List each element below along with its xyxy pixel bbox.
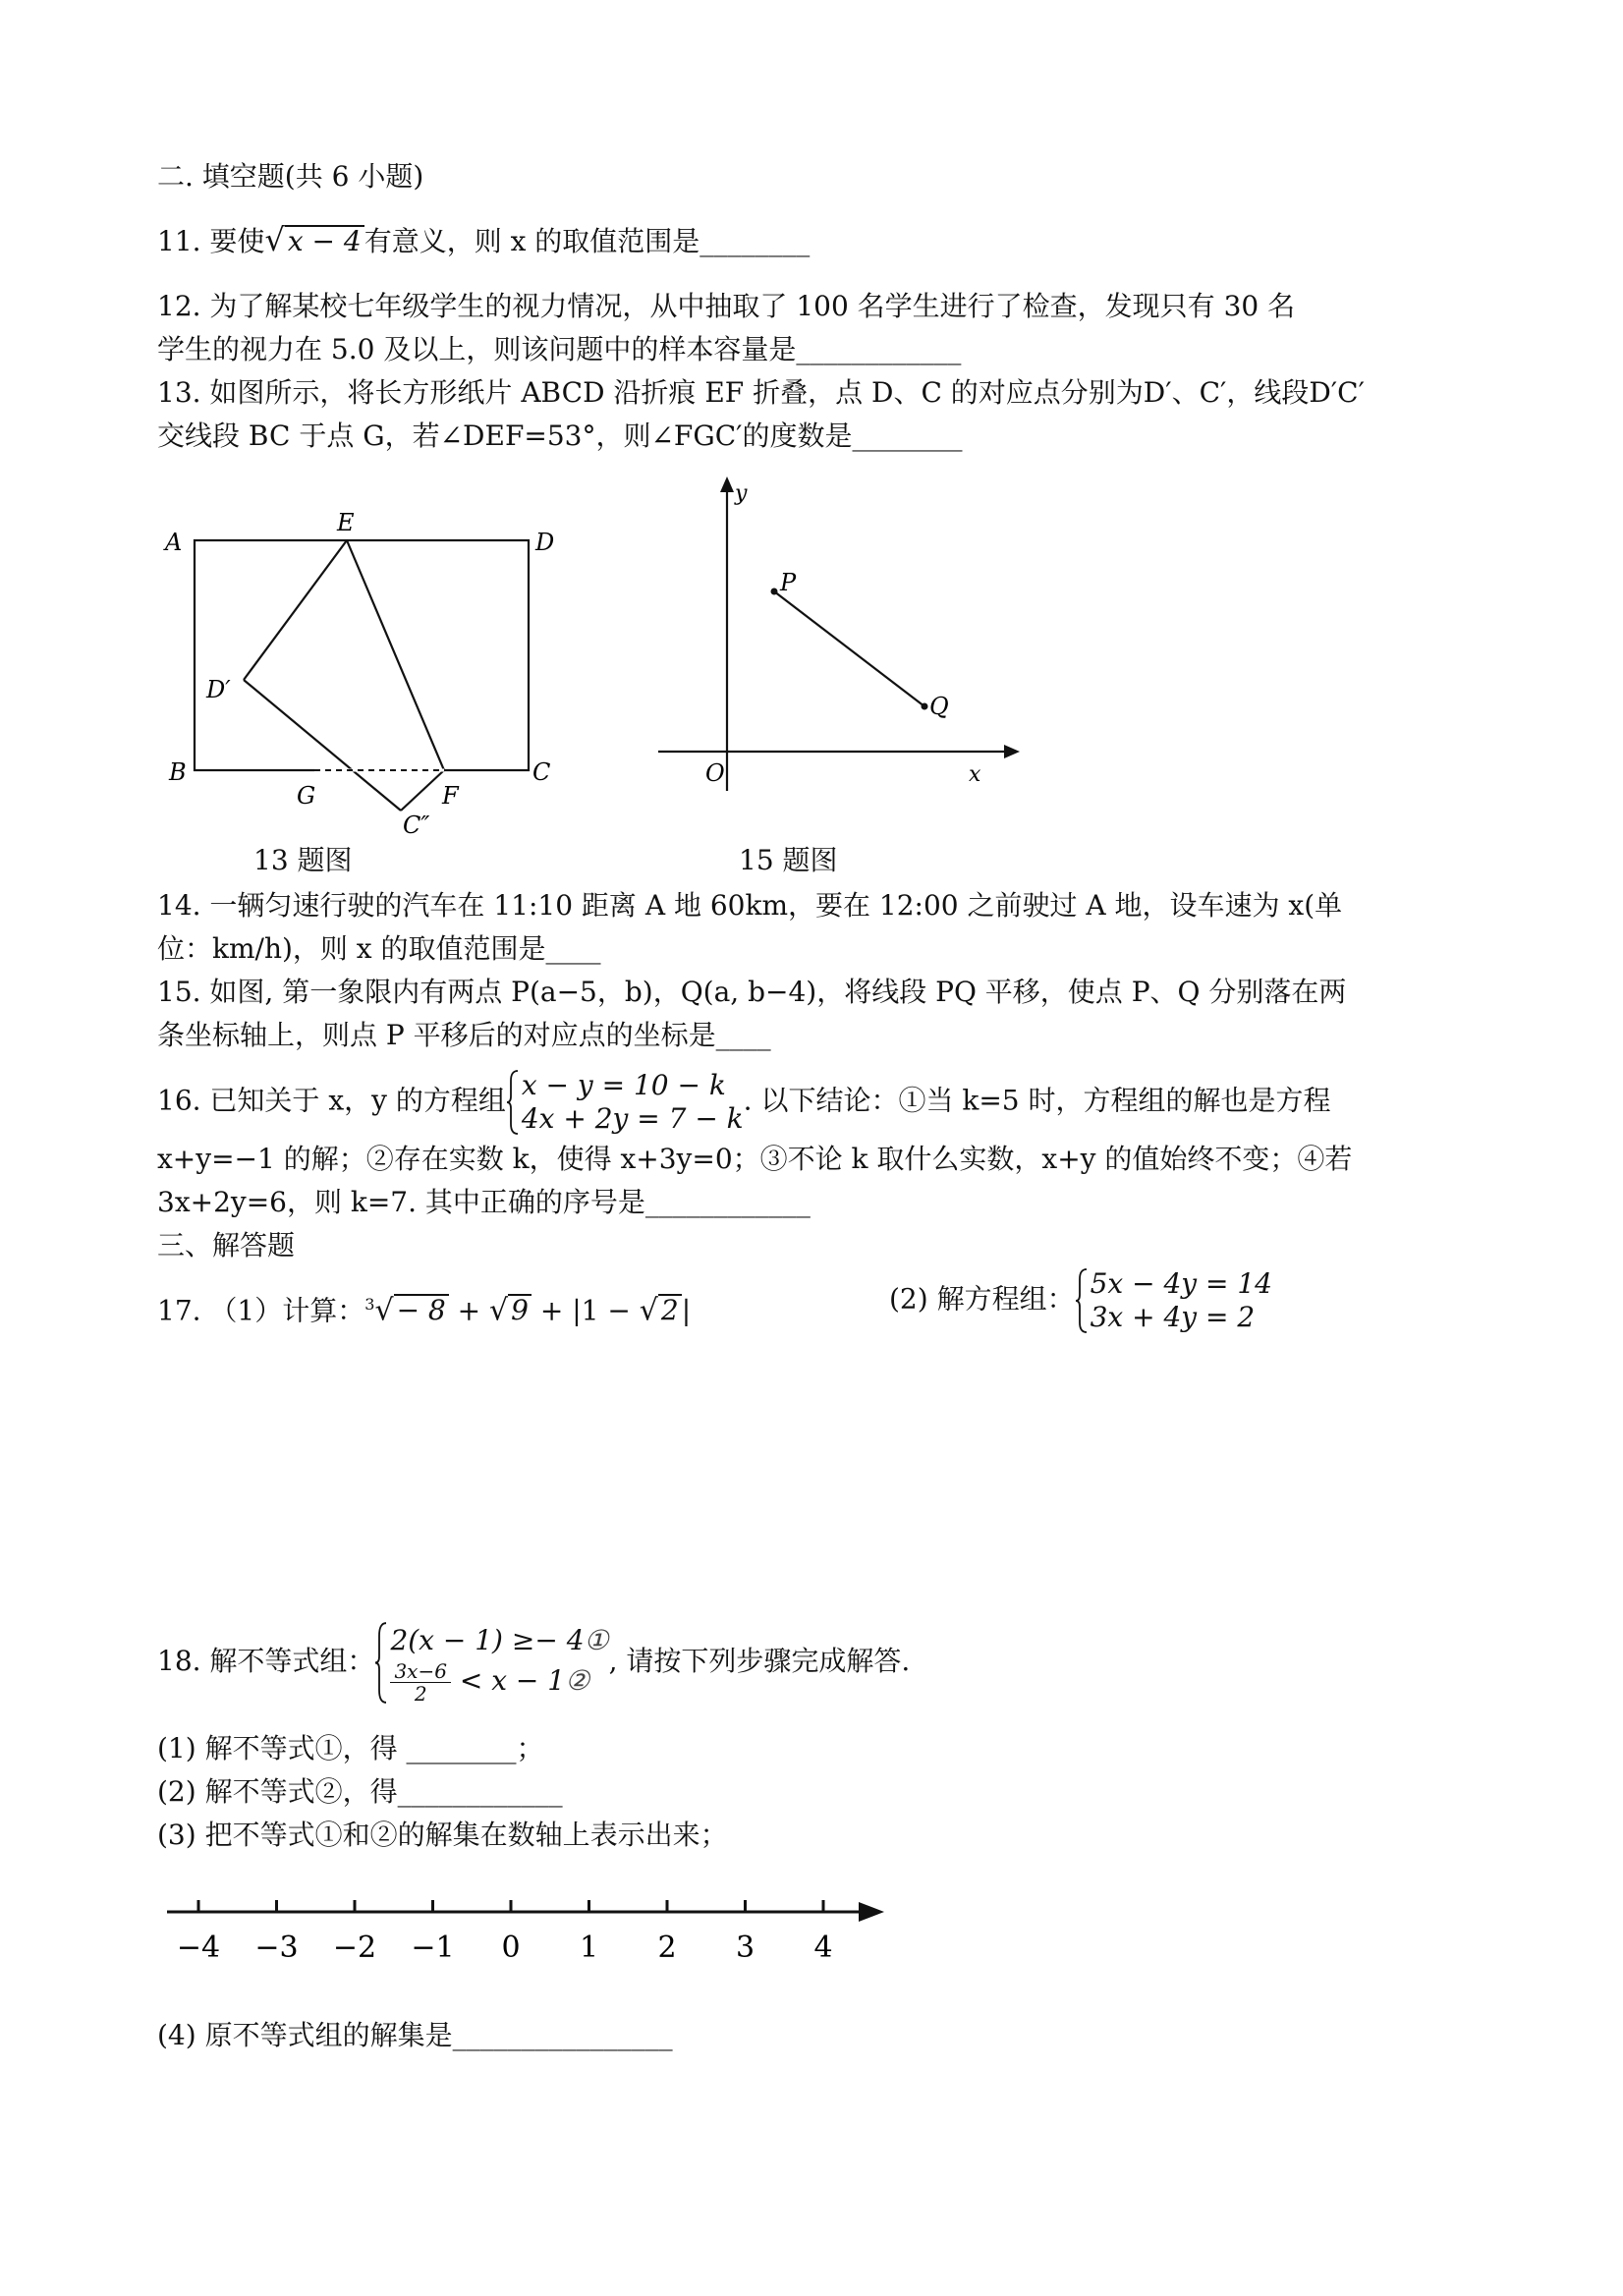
q11-text-pre: 11. 要使	[157, 225, 265, 257]
question-16-line2: x+y=−1 的解；②存在实数 k，使得 x+3y=0；③不论 k 取什么实数，x+y 的值始终不变；④若	[157, 1143, 1353, 1175]
fig15-label-x: x	[969, 762, 981, 787]
q18-text-pre: 18. 解不等式组：	[157, 1645, 375, 1677]
fig13-label-d: D	[535, 529, 555, 556]
fig13-label-dprime: D′	[206, 676, 231, 703]
question-12-line2: 学生的视力在 5.0 及以上，则该问题中的样本容量是____________	[157, 333, 962, 365]
figure-15	[648, 476, 1032, 811]
q16-equation-system	[506, 1069, 744, 1136]
question-16-line3: 3x+2y=6，则 k=7. 其中正确的序号是____________	[157, 1186, 811, 1218]
q11-radicand: x − 4	[285, 225, 364, 256]
question-18-statement	[157, 1621, 910, 1705]
q18-frac-numerator: 3x−6	[390, 1660, 451, 1683]
q18-mark2: ②	[565, 1664, 590, 1697]
fig13-label-f: F	[442, 782, 459, 810]
q18-ineq2-text: < x − 1	[459, 1664, 566, 1697]
q18-inequality-system	[374, 1621, 608, 1705]
q17-sqrt-sign: √	[489, 1293, 509, 1328]
question-13-line1: 13. 如图所示，将长方形纸片 ABCD 沿折痕 EF 折叠，点 D、C 的对应点分别为D′、C′，线段D′C′	[157, 376, 1365, 409]
q17-radical-sign: √	[374, 1293, 394, 1328]
number-line	[157, 1876, 904, 1985]
question-13-line2: 交线段 BC 于点 G，若∠DEF=53°，则∠FGC′的度数是________	[157, 420, 963, 452]
fig13-caption: 13 题图	[253, 844, 353, 876]
q11-text-post: 有意义，则 x 的取值范围是________	[364, 225, 811, 257]
question-15-line2: 条坐标轴上，则点 P 平移后的对应点的坐标是____	[157, 1019, 771, 1051]
number-line-tick-label: −4	[176, 1931, 221, 1965]
question-14-line1: 14. 一辆匀速行驶的汽车在 11:10 距离 A 地 60km，要在 12:00 之前驶过 A 地，设车速为 x(单	[157, 889, 1343, 922]
q17-sqrt2-radicand: 2	[658, 1294, 682, 1325]
fig15-x-arrow	[1004, 745, 1020, 758]
q18-text-post: , 请按下列步骤完成解答.	[608, 1645, 911, 1677]
question-17-part1	[157, 1285, 691, 1330]
q18-step1: (1) 解不等式①，得 ________；	[157, 1732, 544, 1764]
number-line-tick-label: −3	[254, 1931, 299, 1965]
q16-text-pre: 16. 已知关于 x，y 的方程组	[157, 1084, 506, 1117]
q18-step2: (2) 解不等式②，得____________	[157, 1775, 563, 1808]
fig15-label-y: y	[735, 481, 748, 506]
question-12-line1: 12. 为了解某校七年级学生的视力情况，从中抽取了 100 名学生进行了检查，发现只有 30 名	[157, 290, 1296, 322]
fig15-point-q	[922, 703, 928, 710]
q17-part2-label: (2) 解方程组：	[889, 1282, 1075, 1316]
number-line-arrow	[859, 1902, 884, 1922]
q18-brace	[374, 1621, 388, 1705]
q17-abs-open: + |1 −	[531, 1294, 640, 1327]
question-16-line1	[157, 1069, 1331, 1136]
fig13-label-e: E	[337, 511, 355, 536]
q18-ineq2	[390, 1660, 608, 1705]
q18-ineq1-text: 2(x − 1) ≥− 4	[390, 1624, 585, 1656]
fig15-label-p: P	[780, 569, 797, 596]
question-17-part2	[889, 1267, 1272, 1334]
q11-sqrt: √ x − 4	[264, 225, 364, 257]
fig13-segment-fc	[401, 770, 444, 811]
fig13-label-b: B	[169, 758, 187, 786]
number-line-tick-label: 1	[579, 1931, 599, 1965]
fig13-segment-dc	[244, 680, 401, 811]
q16-eq2: 4x + 2y = 7 − k	[521, 1102, 744, 1135]
q16-brace	[506, 1069, 520, 1136]
section-heading-fill-in: 二. 填空题(共 6 小题)	[157, 160, 424, 193]
question-15-line1: 15. 如图, 第一象限内有两点 P(a−5，b)，Q(a, b−4)，将线段 PQ 平移，使点 P、Q 分别落在两	[157, 976, 1347, 1008]
fig13-segment-ed	[244, 540, 347, 680]
q17-cube-radicand: − 8	[394, 1294, 449, 1325]
fig15-point-p	[771, 588, 778, 595]
q17-abs-close: |	[681, 1294, 692, 1327]
fig13-label-c: C	[532, 758, 551, 786]
number-line-tick-label: 0	[501, 1931, 521, 1965]
q18-step3: (3) 把不等式①和②的解集在数轴上表示出来；	[157, 1819, 728, 1851]
number-line-tick-label: −2	[332, 1931, 377, 1965]
number-line-tick-label: 3	[735, 1931, 756, 1965]
fig13-label-a: A	[165, 529, 183, 556]
q17-sqrt2-sign: √	[639, 1293, 658, 1328]
section-heading-answers: 三、解答题	[157, 1229, 296, 1261]
q18-frac-denominator: 2	[414, 1682, 427, 1706]
fig15-label-o: O	[705, 759, 725, 787]
fig13-label-cdoubleprime: C″	[403, 812, 430, 835]
q18-ineq1	[390, 1621, 608, 1660]
q16-text-post: . 以下结论：①当 k=5 时，方程组的解也是方程	[743, 1084, 1331, 1117]
number-line-ticks	[177, 1900, 833, 1965]
q17-sqrt-radicand: 9	[508, 1294, 532, 1325]
q18-fraction	[390, 1660, 451, 1705]
q18-step4: (4) 原不等式组的解集是________________	[157, 2019, 673, 2051]
q17-part1-label: 17. （1）计算：	[157, 1294, 365, 1327]
q17-plus: +	[448, 1294, 490, 1327]
fig15-label-q: Q	[929, 693, 949, 720]
fig13-label-g: G	[297, 782, 316, 810]
figure-13	[157, 511, 580, 835]
fig15-y-arrow	[720, 476, 734, 492]
q18-mark1: ①	[584, 1624, 609, 1656]
q17-eq1: 5x − 4y = 14	[1090, 1267, 1272, 1300]
number-line-tick-label: −1	[411, 1931, 455, 1965]
number-line-tick-label: 4	[813, 1931, 833, 1965]
q17-brace	[1075, 1267, 1089, 1334]
number-line-tick-label: 2	[657, 1931, 677, 1965]
fig15-caption: 15 题图	[739, 844, 838, 876]
fig15-segment-pq	[774, 591, 924, 706]
q17-eq2: 3x + 4y = 2	[1090, 1301, 1256, 1333]
question-14-line2: 位：km/h)，则 x 的取值范围是____	[157, 932, 601, 965]
fig13-segment-ef	[347, 540, 444, 770]
q16-eq1: x − y = 10 − k	[521, 1069, 726, 1101]
q17-cube-index: 3	[364, 1295, 375, 1314]
question-11	[157, 220, 810, 261]
q17-equation-system	[1075, 1267, 1272, 1334]
